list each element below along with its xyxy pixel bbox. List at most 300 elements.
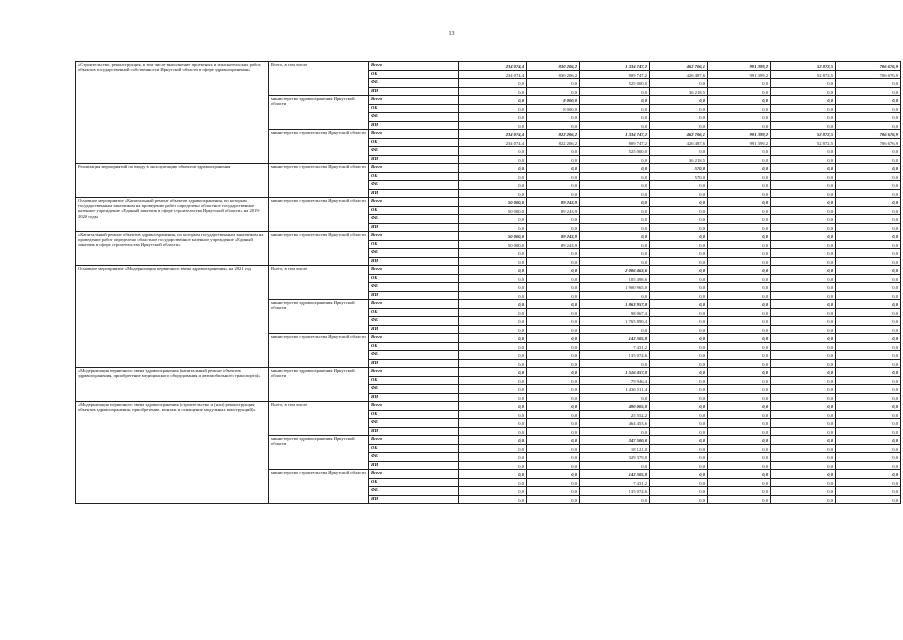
amount-cell: 0,0 [836,402,901,411]
amount-cell: 0,0 [708,427,771,436]
funding-source-cell: ОБ [369,444,459,453]
amount-cell: 0,0 [527,402,580,411]
amount-cell: 0,0 [771,419,836,428]
amount-cell: 0,0 [708,393,771,402]
amount-cell: 0,0 [836,317,901,326]
executor-cell: министерство строительства Иркутской области [269,232,369,266]
amount-cell: 0,0 [527,291,580,300]
amount-cell: 0,0 [459,308,527,317]
amount-cell: 0,0 [771,317,836,326]
amount-cell: 0,0 [771,487,836,496]
amount-cell: 0,0 [580,249,650,258]
amount-cell: 822 206,2 [527,130,580,139]
amount-cell: 7 431,2 [580,342,650,351]
amount-cell: 0,0 [580,257,650,266]
amount-cell: 135 074,6 [580,487,650,496]
amount-cell: 0,0 [836,104,901,113]
funding-source-cell: ОБ [369,410,459,419]
funding-source-cell: ИИ [369,325,459,334]
amount-cell: 0,0 [580,87,650,96]
amount-cell: 234 074,4 [459,70,527,79]
amount-cell: 0,0 [836,351,901,360]
amount-cell: 0,0 [459,249,527,258]
funding-source-cell: ИИ [369,155,459,164]
amount-cell: 0,0 [459,87,527,96]
amount-cell: 0,0 [527,266,580,275]
amount-cell: 1 334 747,2 [580,62,650,71]
funding-source-cell: Всего [369,164,459,173]
amount-cell: 79 946,4 [580,376,650,385]
amount-cell: 0,0 [650,470,708,479]
amount-cell: 0,0 [836,164,901,173]
amount-cell: 0,0 [459,487,527,496]
amount-cell: 0,0 [771,249,836,258]
amount-cell: 0,0 [650,121,708,130]
amount-cell: 52 872,5 [771,62,836,71]
amount-cell: 0,0 [836,427,901,436]
amount-cell: 0,0 [836,155,901,164]
amount-cell: 0,0 [459,376,527,385]
amount-cell: 991 399,2 [708,62,771,71]
amount-cell: 0,0 [836,87,901,96]
amount-cell: 0,0 [771,206,836,215]
amount-cell: 0,0 [708,325,771,334]
funding-source-cell: ФБ [369,351,459,360]
amount-cell: 0,0 [836,487,901,496]
amount-cell: 0,0 [836,495,901,504]
table-row [76,402,901,411]
amount-cell: 0,0 [836,376,901,385]
funding-source-cell: ИИ [369,121,459,130]
amount-cell: 0,0 [708,164,771,173]
amount-cell: 0,0 [527,308,580,317]
amount-cell: 0,0 [708,478,771,487]
amount-cell: 0,0 [708,342,771,351]
amount-cell: 0,0 [459,121,527,130]
amount-cell: 0,0 [650,453,708,462]
amount-cell: 464 453,6 [580,419,650,428]
amount-cell: 0,0 [650,487,708,496]
amount-cell: 142 505,8 [580,470,650,479]
amount-cell: 0,0 [459,427,527,436]
amount-cell: 0,0 [527,478,580,487]
executor-cell: министерство строительства Иркутской области [269,198,369,232]
amount-cell: 0,0 [650,368,708,377]
amount-cell: 0,0 [771,325,836,334]
amount-cell: 0,0 [836,461,901,470]
amount-cell: 830 206,2 [527,62,580,71]
amount-cell: 0,0 [459,325,527,334]
amount-cell: 0,0 [771,444,836,453]
amount-cell: 0,0 [580,96,650,105]
amount-cell: 0,0 [771,172,836,181]
amount-cell: 0,0 [771,300,836,309]
amount-cell: 0,0 [459,385,527,394]
amount-cell: 0,0 [708,87,771,96]
amount-cell: 0,0 [771,215,836,224]
amount-cell: 0,0 [459,436,527,445]
amount-cell: 0,0 [836,189,901,198]
amount-cell: 0,0 [527,300,580,309]
amount-cell: 809 747,2 [580,138,650,147]
funding-source-cell: ФБ [369,147,459,156]
amount-cell: 0,0 [580,461,650,470]
amount-cell: 0,0 [771,342,836,351]
amount-cell: 0,0 [527,155,580,164]
amount-cell: 0,0 [708,172,771,181]
amount-cell: 0,0 [836,291,901,300]
amount-cell: 0,0 [580,232,650,241]
funding-source-cell: ОБ [369,376,459,385]
amount-cell: 0,0 [650,317,708,326]
amount-cell: 0,0 [650,232,708,241]
amount-cell: 0,0 [580,164,650,173]
amount-cell: 0,0 [708,266,771,275]
amount-cell: 0,0 [527,495,580,504]
amount-cell: 0,0 [459,291,527,300]
amount-cell: 0,0 [836,274,901,283]
amount-cell: 0,0 [527,283,580,292]
funding-source-cell: ИИ [369,393,459,402]
amount-cell: 0,0 [527,376,580,385]
amount-cell: 0,0 [836,181,901,190]
measure-description-cell: Реализация мероприятий по вводу в эксплуатацию объектов здравоохранения [76,164,269,198]
amount-cell: 0,0 [771,351,836,360]
amount-cell: 0,0 [527,419,580,428]
amount-cell: 2 006 463,6 [580,266,650,275]
amount-cell: 0,0 [650,96,708,105]
amount-cell: 0,0 [708,385,771,394]
amount-cell: 8 000,0 [527,104,580,113]
funding-source-cell: ОБ [369,206,459,215]
funding-source-cell: ИИ [369,189,459,198]
amount-cell: 0,0 [836,419,901,428]
amount-cell: 0,0 [527,274,580,283]
amount-cell: 0,0 [459,317,527,326]
amount-cell: 0,0 [650,342,708,351]
executor-cell: министерство здравоохранения Иркутской области [269,300,369,334]
executor-cell: министерство строительства Иркутской области [269,130,369,164]
amount-cell: 0,0 [527,121,580,130]
amount-cell: 706 676,9 [836,62,901,71]
amount-cell: 0,0 [650,266,708,275]
amount-cell: 0,0 [708,351,771,360]
funding-source-cell: ИИ [369,461,459,470]
table-row [76,266,901,275]
amount-cell: 0,0 [650,478,708,487]
amount-cell: 0,0 [527,113,580,122]
amount-cell: 822 206,2 [527,138,580,147]
amount-cell: 0,0 [836,121,901,130]
amount-cell: 0,0 [771,453,836,462]
amount-cell: 0,0 [580,325,650,334]
amount-cell: 50 000,0 [459,232,527,241]
amount-cell: 0,0 [459,147,527,156]
amount-cell: 0,0 [459,393,527,402]
amount-cell: 0,0 [771,113,836,122]
amount-cell: 0,0 [771,495,836,504]
amount-cell: 0,0 [459,104,527,113]
amount-cell: 0,0 [836,410,901,419]
amount-cell: 0,0 [771,334,836,343]
amount-cell: 0,0 [708,215,771,224]
amount-cell: 0,0 [650,300,708,309]
amount-cell: 0,0 [771,155,836,164]
amount-cell: 0,0 [836,257,901,266]
amount-cell: 0,0 [459,215,527,224]
amount-cell: 0,0 [459,181,527,190]
amount-cell: 0,0 [708,104,771,113]
amount-cell: 0,0 [580,172,650,181]
amount-cell: 0,0 [708,402,771,411]
amount-cell: 0,0 [771,232,836,241]
amount-cell: 0,0 [836,249,901,258]
measure-description-cell: Основное мероприятие «Капитальный ремонт объектов здравоохранения, по которым государственным заказчиком на проведение работ определено областное государственное казенное учреждение «Единый заказчик в сфере строительства Иркутской области» на 2019-2020 годы [76,198,269,232]
amount-cell: 0,0 [708,96,771,105]
executor-cell: министерство здравоохранения Иркутской области [269,368,369,402]
amount-cell: 0,0 [836,334,901,343]
amount-cell: 0,0 [527,215,580,224]
amount-cell: 1 765 890,4 [580,317,650,326]
amount-cell: 0,0 [771,181,836,190]
budget-table-body [76,62,901,504]
amount-cell: 7 431,2 [580,478,650,487]
amount-cell: 809 747,2 [580,70,650,79]
amount-cell: 0,0 [580,240,650,249]
amount-cell: 0,0 [527,385,580,394]
amount-cell: 426 487,6 [650,70,708,79]
amount-cell: 0,0 [650,393,708,402]
amount-cell: 991 399,2 [708,130,771,139]
amount-cell: 462 706,1 [650,62,708,71]
amount-cell: 0,0 [708,317,771,326]
amount-cell: 0,0 [836,266,901,275]
amount-cell: 0,0 [580,223,650,232]
amount-cell: 0,0 [771,274,836,283]
funding-source-cell: ИИ [369,223,459,232]
amount-cell: 0,0 [527,436,580,445]
amount-cell: 0,0 [836,206,901,215]
amount-cell: 830 206,2 [527,70,580,79]
amount-cell: 1 334 747,2 [580,130,650,139]
amount-cell: 0,0 [580,113,650,122]
amount-cell: 0,0 [836,147,901,156]
amount-cell: 0,0 [708,444,771,453]
amount-cell: 0,0 [459,478,527,487]
amount-cell: 8 000,0 [527,96,580,105]
funding-source-cell: Всего [369,130,459,139]
amount-cell: 135 074,6 [580,351,650,360]
amount-cell: 0,0 [771,164,836,173]
amount-cell: 0,0 [459,470,527,479]
amount-cell: 0,0 [836,342,901,351]
executor-cell: Всего, в том числе [269,402,369,436]
funding-source-cell: ФБ [369,283,459,292]
amount-cell: 1 516 457,8 [580,368,650,377]
amount-cell: 0,0 [708,495,771,504]
amount-cell: 0,0 [650,385,708,394]
amount-cell: 0,0 [708,283,771,292]
amount-cell: 0,0 [580,206,650,215]
amount-cell: 0,0 [771,308,836,317]
amount-cell: 0,0 [836,368,901,377]
amount-cell: 0,0 [771,291,836,300]
funding-source-cell: ФБ [369,453,459,462]
funding-source-cell: ИИ [369,359,459,368]
amount-cell: 0,0 [527,410,580,419]
amount-cell: 0,0 [580,189,650,198]
table-row [76,164,901,173]
amount-cell: 52 872,5 [771,130,836,139]
amount-cell: 0,0 [650,351,708,360]
page-number: 13 [448,31,455,37]
amount-cell: 0,0 [771,359,836,368]
amount-cell: 0,0 [527,189,580,198]
amount-cell: 0,0 [650,181,708,190]
amount-cell: 0,0 [708,419,771,428]
amount-cell: 0,0 [836,359,901,368]
amount-cell: 0,0 [459,164,527,173]
amount-cell: 0,0 [459,359,527,368]
amount-cell: 0,0 [650,444,708,453]
measure-description-cell: «Строительство, реконструкция, в том числе выполнение проектных и изыскательских работ, объектов государственной собственности Иркутской области в сфере здравоохранения» [76,62,269,164]
amount-cell: 1 900 965,0 [580,283,650,292]
amount-cell: 0,0 [650,334,708,343]
amount-cell: 0,0 [836,308,901,317]
amount-cell: 89 243,9 [527,232,580,241]
amount-cell: 0,0 [459,351,527,360]
amount-cell: 0,0 [771,436,836,445]
funding-source-cell: ИИ [369,427,459,436]
amount-cell: 0,0 [650,147,708,156]
amount-cell: 0,0 [708,453,771,462]
amount-cell: 0,0 [708,410,771,419]
amount-cell: 50 000,0 [459,206,527,215]
funding-source-cell: ФБ [369,113,459,122]
funding-source-cell: ОБ [369,308,459,317]
amount-cell: 1 436 511,4 [580,385,650,394]
amount-cell: 706 676,9 [836,70,901,79]
amount-cell: 0,0 [459,342,527,351]
executor-cell: министерство здравоохранения Иркутской области [269,96,369,130]
amount-cell: 0,0 [708,249,771,258]
funding-source-cell: ОБ [369,104,459,113]
amount-cell: 0,0 [650,308,708,317]
amount-cell: 0,0 [527,147,580,156]
amount-cell: 0,0 [708,308,771,317]
amount-cell: 0,0 [708,155,771,164]
funding-source-cell: Всего [369,402,459,411]
measure-description-cell: «Капитальный ремонт объектов здравоохранения, по которым государственным заказчиком на проведение работ определено областное государственное казенное учреждение «Единый заказчик в сфере строительства Иркутской области» [76,232,269,266]
amount-cell: 0,0 [527,359,580,368]
amount-cell: 0,0 [459,300,527,309]
amount-cell: 0,0 [580,121,650,130]
amount-cell: 0,0 [650,223,708,232]
amount-cell: 0,0 [708,79,771,88]
amount-cell: 0,0 [650,257,708,266]
amount-cell: 234 074,4 [459,130,527,139]
funding-source-cell: ИИ [369,495,459,504]
amount-cell: 0,0 [650,436,708,445]
funding-source-cell: Всего [369,198,459,207]
amount-cell: 0,0 [650,79,708,88]
amount-cell: 0,0 [771,240,836,249]
amount-cell: 0,0 [459,257,527,266]
amount-cell: 0,0 [459,96,527,105]
amount-cell: 0,0 [527,87,580,96]
table-row [76,62,901,71]
amount-cell: 0,0 [771,79,836,88]
amount-cell: 0,0 [650,198,708,207]
amount-cell: 36 218,5 [650,155,708,164]
amount-cell: 0,0 [650,410,708,419]
amount-cell: 0,0 [836,223,901,232]
amount-cell: 0,0 [527,334,580,343]
amount-cell: 0,0 [771,189,836,198]
funding-source-cell: ФБ [369,181,459,190]
amount-cell: 0,0 [771,470,836,479]
amount-cell: 0,0 [771,104,836,113]
amount-cell: 0,0 [459,155,527,164]
amount-cell: 0,0 [836,79,901,88]
amount-cell: 0,0 [527,487,580,496]
amount-cell: 0,0 [708,300,771,309]
amount-cell: 0,0 [836,215,901,224]
amount-cell: 0,0 [650,104,708,113]
amount-cell: 0,0 [836,478,901,487]
amount-cell: 105 498,6 [580,274,650,283]
amount-cell: 0,0 [708,121,771,130]
amount-cell: 0,0 [650,359,708,368]
amount-cell: 0,0 [836,385,901,394]
amount-cell: 0,0 [771,223,836,232]
amount-cell: 0,0 [708,181,771,190]
funding-source-cell: Всего [369,334,459,343]
amount-cell: 0,0 [708,257,771,266]
amount-cell: 0,0 [527,368,580,377]
amount-cell: 0,0 [836,436,901,445]
amount-cell: 0,0 [836,198,901,207]
amount-cell: 0,0 [708,147,771,156]
amount-cell: 0,0 [771,368,836,377]
funding-source-cell: ОБ [369,240,459,249]
amount-cell: 0,0 [580,215,650,224]
funding-source-cell: ФБ [369,215,459,224]
funding-source-cell: Всего [369,62,459,71]
amount-cell: 0,0 [527,325,580,334]
amount-cell: 0,0 [771,410,836,419]
funding-source-cell: ФБ [369,487,459,496]
amount-cell: 570,0 [650,172,708,181]
amount-cell: 0,0 [836,300,901,309]
amount-cell: 0,0 [527,461,580,470]
amount-cell: 0,0 [650,419,708,428]
amount-cell: 0,0 [527,393,580,402]
executor-cell: Всего, в том числе [269,62,369,96]
amount-cell: 0,0 [527,172,580,181]
amount-cell: 1 863 957,8 [580,300,650,309]
amount-cell: 234 074,4 [459,138,527,147]
amount-cell: 0,0 [771,376,836,385]
table-row [76,368,901,377]
amount-cell: 0,0 [459,419,527,428]
funding-source-cell: Всего [369,368,459,377]
amount-cell: 0,0 [580,359,650,368]
amount-cell: 0,0 [771,147,836,156]
amount-cell: 0,0 [459,495,527,504]
amount-cell: 0,0 [771,385,836,394]
amount-cell: 0,0 [708,189,771,198]
